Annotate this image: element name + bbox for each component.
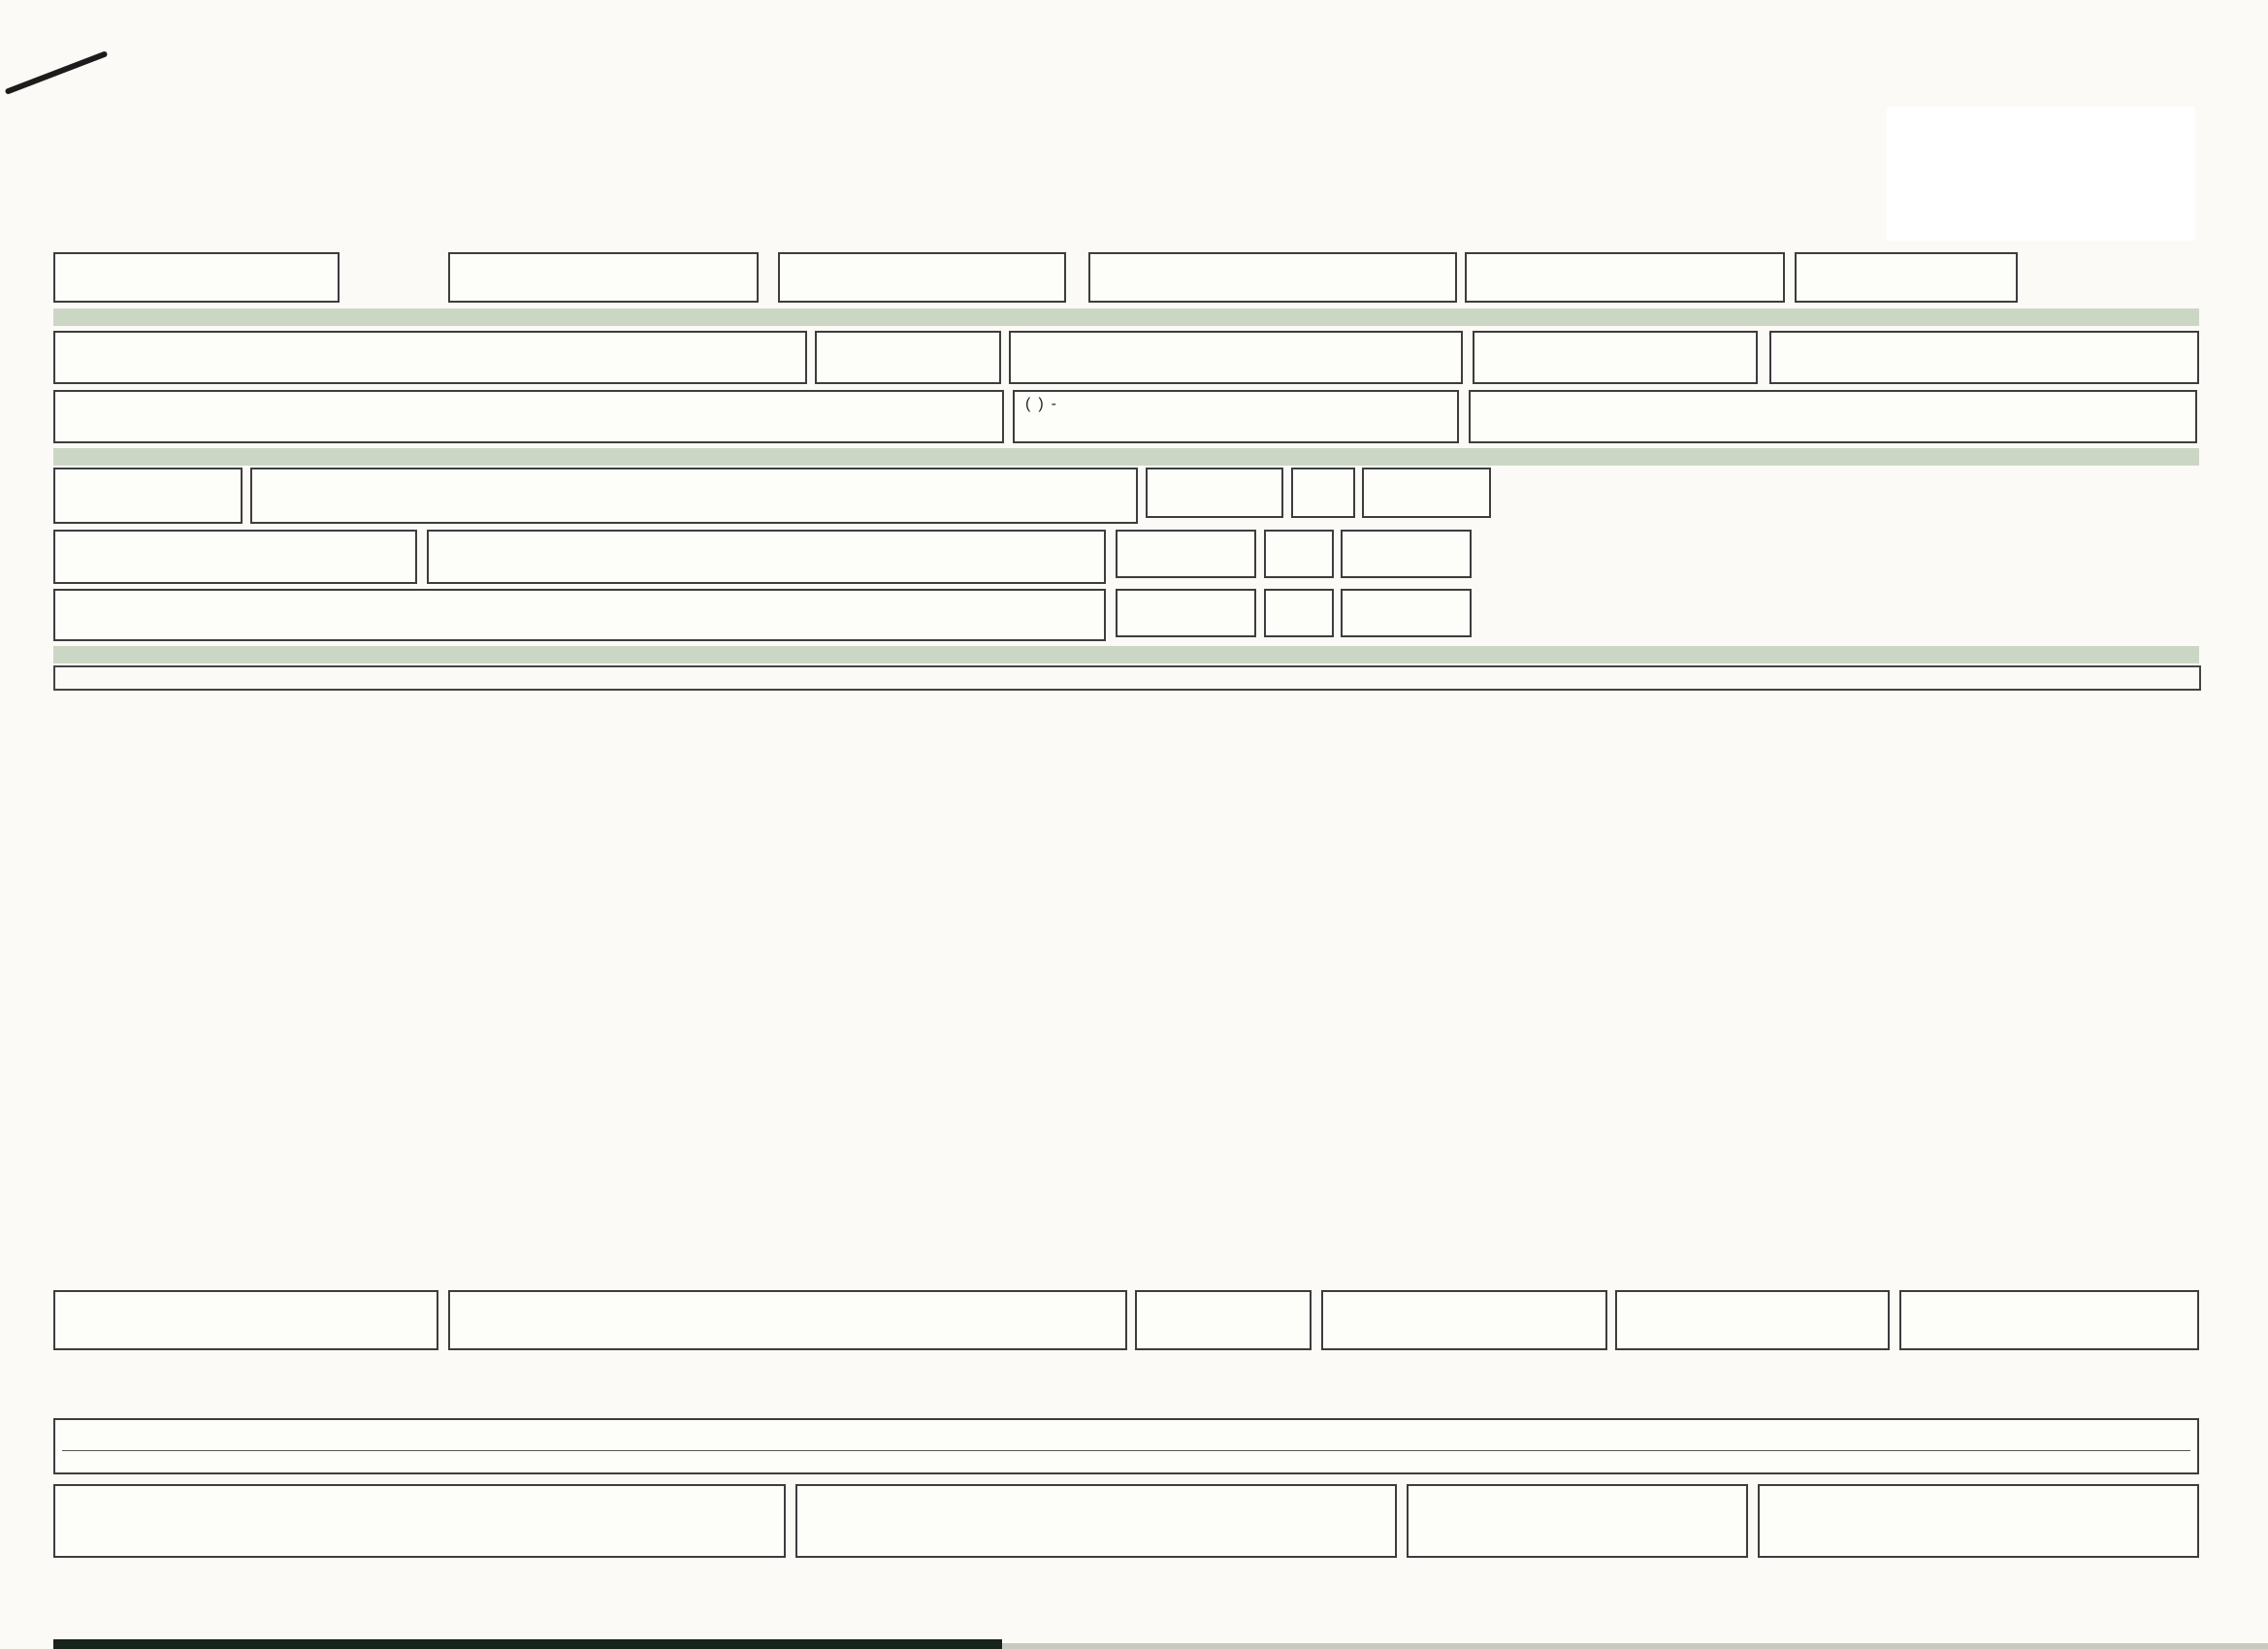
field-nome: [53, 390, 1004, 443]
field-atendimento-rn: [53, 468, 243, 524]
sig-box-51: [795, 1484, 1397, 1558]
contratado-row-3: [53, 589, 1472, 641]
field-previsao-termino: [53, 1290, 438, 1350]
field-validade-senha: [1795, 252, 2018, 303]
field-telefone: [1013, 390, 1459, 443]
sig-box-53: [1758, 1484, 2199, 1558]
paren-open: (: [1025, 396, 1031, 412]
field-tipo-atendimento: [448, 1290, 1127, 1350]
section-bar-beneficiario: [53, 308, 2199, 326]
top-fields-row: [53, 252, 2018, 303]
field-uf-28: [1264, 589, 1334, 637]
field-data-emissao: [448, 252, 759, 303]
field-validade-carteira: [1473, 331, 1758, 384]
signature-line: [62, 1494, 777, 1497]
field-data-autorizacao: [778, 252, 1066, 303]
procedures-table: [53, 665, 2201, 691]
field-registro-ans: [53, 252, 340, 303]
sig-box-52: [1407, 1484, 1748, 1558]
section-bar-plano-tratamento: [53, 646, 2199, 663]
field-uf-19: [1291, 468, 1355, 518]
field-valor-total: [1615, 1290, 1890, 1350]
signatures-row: [53, 1484, 2199, 1558]
field-uf-24: [1264, 530, 1334, 578]
field-numero-carteira: [53, 331, 807, 384]
scan-bottom-edge-light: [1002, 1643, 2268, 1649]
field-observacao: [53, 1418, 2199, 1474]
field-codigo-operadora: [53, 530, 417, 584]
field-prof-executante: [53, 589, 1106, 641]
field-plano: [815, 331, 1001, 384]
field-empresa: [1009, 331, 1463, 384]
paren-close: ): [1038, 396, 1044, 412]
observacao-ruled-line: [62, 1422, 2190, 1451]
field-total-franquia: [1899, 1290, 2199, 1350]
field-prof-solicitante: [250, 468, 1138, 524]
totals-row: [53, 1290, 2199, 1350]
beneficiario-row-2: [53, 390, 2197, 443]
beneficiario-row-1: [53, 331, 2199, 384]
field-cro-18: [1146, 468, 1283, 518]
signature-line: [1766, 1494, 2190, 1497]
field-senha: [1088, 252, 1457, 303]
tipo-atendimento-line: [457, 1302, 1118, 1305]
tipo-faturamento-line: [1144, 1302, 1303, 1305]
field-contratado-executante: [427, 530, 1106, 584]
signature-line: [1415, 1494, 1739, 1497]
field-cnes-25: [1341, 530, 1472, 578]
procedures-table-header: [55, 667, 2199, 689]
sig-box-50: [53, 1484, 786, 1558]
scan-bottom-edge: [53, 1639, 1002, 1649]
field-cro-27: [1116, 589, 1256, 637]
contratado-row-1: [53, 468, 1491, 524]
section-bar-contratado: [53, 448, 2199, 466]
contratado-row-2: [53, 530, 1472, 584]
field-cartao-saude: [1769, 331, 2199, 384]
stamp-name: [1518, 1549, 1534, 1550]
field-tipo-faturamento: [1135, 1290, 1312, 1350]
field-cro-23: [1116, 530, 1256, 578]
field-guia-principal: [1465, 252, 1785, 303]
field-cbo-29: [1341, 589, 1472, 637]
dash: -: [1051, 396, 1056, 412]
signature-line: [804, 1494, 1388, 1497]
field-cbo-20: [1362, 468, 1491, 518]
barcode: [1887, 107, 2195, 241]
field-titular: [1469, 390, 2197, 443]
telefone-combs: [1021, 394, 1450, 415]
field-total-quantidade-us: [1321, 1290, 1607, 1350]
